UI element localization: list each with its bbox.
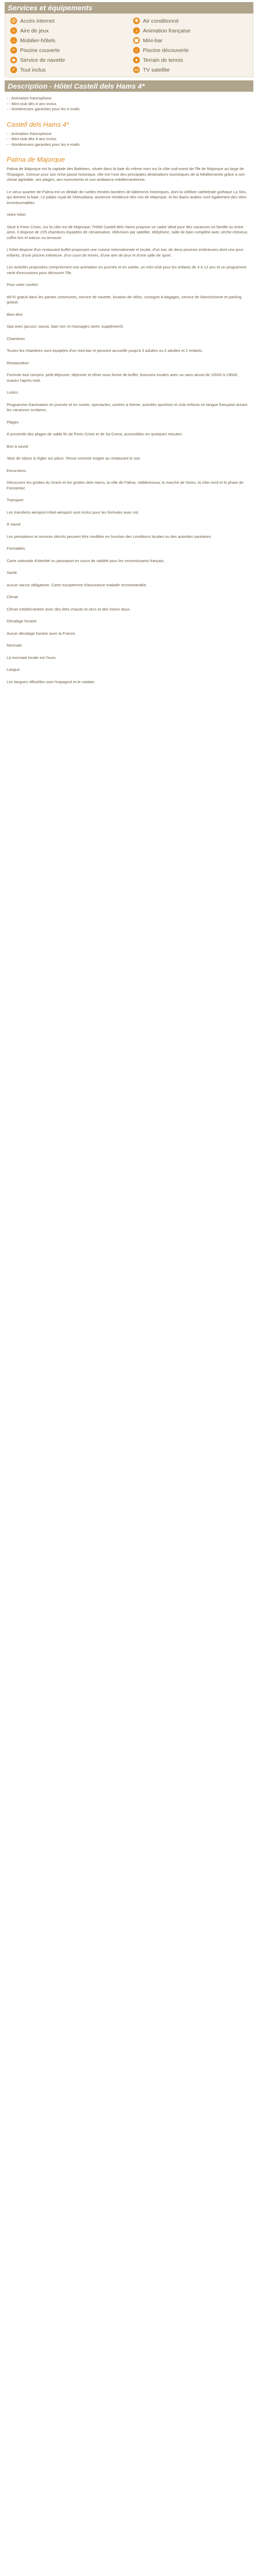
paragraph: Santé: [7, 570, 17, 575]
paragraph: Monnaie: [7, 643, 22, 648]
service-item: [133, 66, 248, 74]
paragraph: Aucun décalage horaire avec la France.: [7, 631, 76, 636]
outdoor-pool-icon: ☼: [133, 47, 140, 54]
service-item: [10, 17, 125, 25]
paragraph: Formalités: [7, 546, 25, 551]
service-label: Mobilier-hôtels: [20, 37, 56, 44]
bed-icon: ⌂: [10, 37, 17, 44]
service-label: Terrain de tennis: [143, 57, 183, 63]
paragraph: Palma de Majorque est la capitale des Baléares, située dans la baie du même nom sur la côte sud-ouest de l'île de Majorque au large de l'Espagne. Connue pour son riche passé historique, elle est l'une des principales destinations touristiques de la Méditerranée grâce à son climat agréable, ses plages, ses monuments et son ambiance méditerranéenne.: [7, 166, 245, 182]
pool-icon: ≈: [10, 47, 17, 54]
paragraph: L'hôtel dispose d'un restaurant buffet proposant une cuisine internationale et locale, d'un bar, de deux piscines extérieures dont une pour enfants, d'une piscine intérieure, d'un court de tennis, d'une aire de jeux et d'une salle de sport.: [7, 247, 244, 258]
paragraph: Les prestations et services décrits peuvent être modifiés en fonction des conditions locales ou des autorités sanitaires.: [7, 534, 212, 539]
service-label: Piscine découverte: [143, 47, 189, 54]
service-label: Piscine couverte: [20, 47, 60, 54]
service-item: [133, 27, 248, 35]
paragraph: Situé à Porto Cristo, sur la côte est de Majorque, l'hôtel Castell dels Hams propose un cadre idéal pour des vacances en famille ou entre amis. Il dispose de 225 chambres équipées de climatisation, télévision par satellite, téléphone, salle de bain complète avec sèche-cheveux, coffre-fort et balcon ou terrasse.: [7, 224, 249, 240]
description-body: [5, 92, 253, 685]
service-item: [133, 37, 248, 44]
paragraph: Climat méditerranéen avec des étés chauds et secs et des hivers doux.: [7, 606, 131, 612]
service-label: Accès internet: [20, 18, 55, 24]
intro-list: [7, 96, 251, 112]
service-item: [133, 17, 248, 25]
list-item: - - Mini-club dès 4 ans inclus: [7, 137, 251, 142]
paragraph: Les langues officielles sont l'espagnol et le catalan.: [7, 679, 95, 684]
animation-icon: ♪: [133, 27, 140, 34]
tv-icon: ▭: [133, 66, 140, 73]
services-grid: [5, 13, 253, 77]
hotel-list: [7, 131, 251, 148]
service-label: Service de navette: [20, 57, 65, 63]
description-heading: Description - Hôtel Castell dels Hams 4*: [5, 80, 253, 92]
paragraph: Pour votre confort: [7, 282, 38, 287]
paragraph: La monnaie locale est l'euro.: [7, 655, 57, 660]
service-item: [133, 46, 248, 54]
services-heading: Services et équipements: [5, 2, 253, 13]
description-text: [7, 166, 251, 685]
paragraph: Les activités proposées comprennent une animation en journée et en soirée, un mini-club pour les enfants de 4 à 12 ans et un programme varié d'excursions pour découvrir l'île.: [7, 265, 247, 275]
service-item: [10, 66, 125, 74]
service-item: [10, 27, 125, 35]
paragraph: À proximité des plages de sable fin de Porto Cristo et de Sa Coma, accessibles en quelques minutes.: [7, 432, 183, 436]
paragraph: Programme d'animation en journée et en soirée, spectacles, soirées à thème, activités sportives et club enfants en langue française durant les vacances scolaires.: [7, 402, 248, 412]
shuttle-icon: ◆: [10, 57, 17, 63]
list-item: - - Animation francophone: [7, 96, 251, 101]
list-item: - - Mini-club dès 4 ans inclus: [7, 101, 251, 107]
service-label: Air conditionné: [143, 18, 179, 24]
service-label: Mini-bar: [143, 37, 163, 44]
service-label: Tout inclus: [20, 66, 46, 73]
paragraph: Restauration: [7, 360, 29, 365]
snowflake-icon: ✻: [133, 18, 140, 24]
paragraph: Transport: [7, 498, 24, 502]
playground-icon: ☺: [11, 28, 17, 33]
paragraph: Spa avec jacuzzi, sauna, bain turc et massages (avec supplément).: [7, 324, 124, 329]
paragraph: Bon à savoir: [7, 444, 29, 449]
paragraph: Décalage horaire: [7, 619, 37, 623]
palma-title: Palma de Majorque: [7, 156, 65, 163]
paragraph: Taxe de séjour à régler sur place. Tenue correcte exigée au restaurant le soir.: [7, 456, 141, 461]
service-item: [10, 37, 125, 44]
service-label: Aire de jeux: [20, 27, 49, 34]
service-item: [10, 56, 125, 64]
paragraph: Votre hôtel: [7, 212, 26, 217]
paragraph: À savoir: [7, 522, 21, 527]
hotel-title: Castell dels Hams 4*: [7, 120, 69, 128]
minibar-icon: ▣: [133, 37, 140, 44]
paragraph: Carte nationale d'identité ou passeport en cours de validité pour les ressortissants français.: [7, 558, 165, 563]
wifi-icon: @: [10, 18, 17, 24]
page: [5, 0, 253, 685]
paragraph: Les transferts aéroport-hôtel-aéroport sont inclus pour les formules avec vol.: [7, 510, 139, 515]
paragraph: Découvrez les grottes du Drach et les grottes dels Hams, la ville de Palma, Valldemossa, le marché de Sineu, la côte nord et le phare de Formentor.: [7, 480, 244, 490]
list-item: - - Nombreuses garanties pour les e-mails: [7, 107, 251, 112]
paragraph: Excursions: [7, 468, 26, 473]
paragraph: Toutes les chambres sont équipées d'un mini-bar et peuvent accueillir jusqu'à 3 adultes ou 2 adultes et 2 enfants.: [7, 348, 203, 353]
service-item: [133, 56, 248, 64]
paragraph: Bien-être: [7, 312, 23, 317]
paragraph: Chambres: [7, 336, 25, 341]
all-inclusive-icon: ✓: [10, 66, 17, 73]
paragraph: Aucun vaccin obligatoire. Carte européenne d'assurance maladie recommandée.: [7, 582, 148, 587]
list-item: - - Nombreuses garanties pour les e-mails: [7, 142, 251, 148]
paragraph: Wi-Fi gratuit dans les parties communes, service de navette, location de vélos, consigne à bagages, service de blanchisserie et parking gratuit.: [7, 294, 242, 304]
paragraph: Formule tout compris: petit-déjeuner, déjeuner et dîner sous forme de buffet, boissons locales avec ou sans alcool de 10h00 à 23h00, snacks l'après-midi.: [7, 372, 238, 383]
paragraph: Plages: [7, 419, 19, 425]
paragraph: Loisirs: [7, 390, 18, 395]
service-label: TV satellite: [143, 66, 170, 73]
paragraph: Climat: [7, 595, 18, 599]
paragraph: Langue: [7, 667, 20, 672]
list-item: - - Animation francophone: [7, 131, 251, 137]
service-item: [10, 46, 125, 54]
paragraph: Le vieux quartier de Palma est un dédale de ruelles étroites bordées de bâtiments historiques, dont la célèbre cathédrale gothique La Seu, qui domine la baie. Le palais royal de l'Almudaina, ancienne résidence des rois de Majorque, et les Bains arabes sont également des sites incontournables.: [7, 189, 247, 205]
tennis-icon: ●: [133, 57, 140, 63]
service-label: Animation française: [143, 27, 191, 34]
